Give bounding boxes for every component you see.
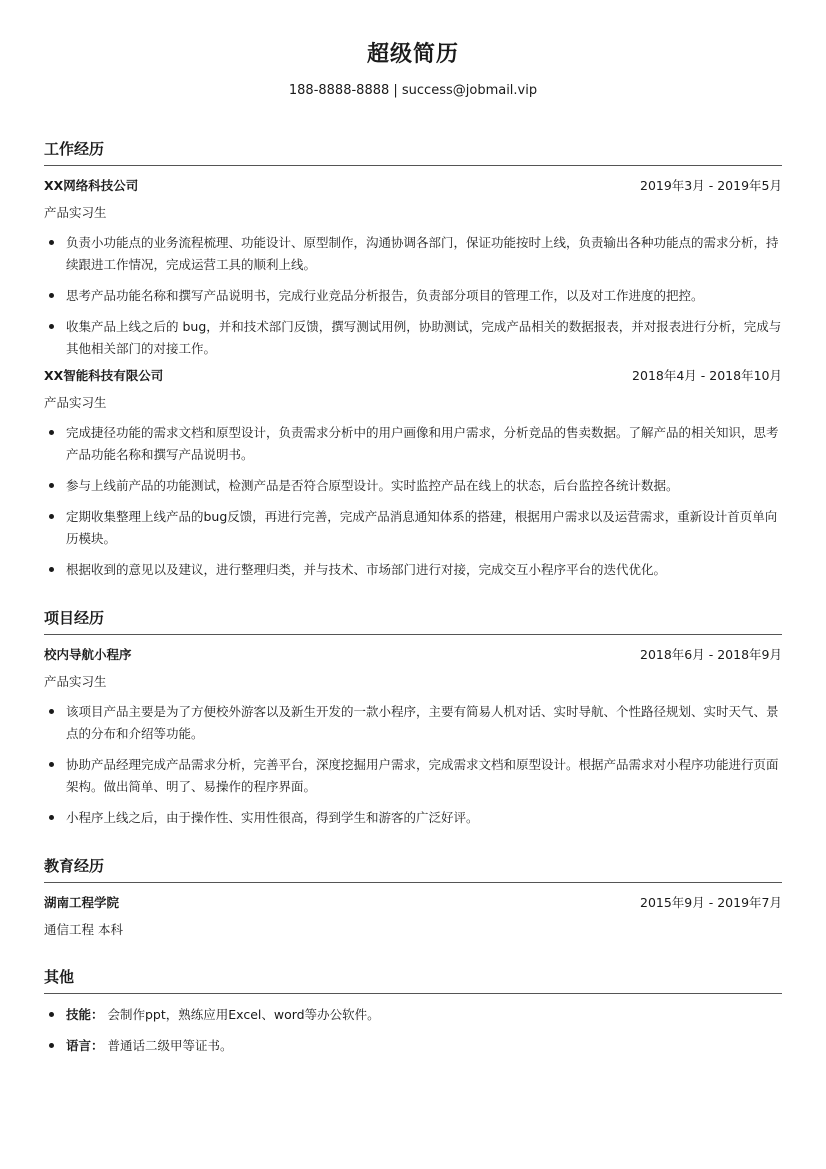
bullet-text: 完成捷径功能的需求文档和原型设计，负责需求分析中的用户画像和用户需求，分析竞品的售卖数据。了解产品的相关知识，思考产品功能名称和撰写产品说明书。: [66, 425, 779, 462]
resume-name: 超级简历: [366, 42, 459, 67]
bullet-list: [44, 1004, 782, 1057]
list-item: [44, 475, 782, 497]
bullet-icon: [49, 762, 54, 767]
language-label: 语言：: [66, 1038, 104, 1053]
bullet-list: [44, 701, 782, 829]
education-date: 2015年9月 - 2019年7月: [640, 895, 782, 910]
bullet-icon: [49, 514, 54, 519]
entry-org: 校内导航小程序: [44, 647, 132, 662]
entry-org: XX智能科技有限公司: [44, 368, 164, 383]
other-section: [44, 966, 782, 1057]
bullet-text: 根据收到的意见以及建议，进行整理归类，并与技术、市场部门进行对接，完成交互小程序平台的迭代优化。: [66, 562, 667, 577]
bullet-icon: [49, 430, 54, 435]
entry-role: 产品实习生: [44, 674, 107, 689]
bullet-icon: [49, 240, 54, 245]
bullet-text: 小程序上线之后，由于操作性、实用性很高，得到学生和游客的广泛好评。: [66, 810, 479, 825]
school-name: 湖南工程学院: [44, 895, 120, 910]
list-item: [44, 232, 782, 276]
entry-org: XX网络科技公司: [44, 178, 139, 193]
list-item: [44, 285, 782, 307]
entry-role: 产品实习生: [44, 205, 107, 220]
bullet-icon: [49, 1043, 54, 1048]
list-item: [44, 1035, 782, 1057]
bullet-icon: [49, 483, 54, 488]
education-section-title: 教育经历: [44, 855, 782, 883]
work-section: [44, 138, 782, 581]
education-major: 通信工程 本科: [44, 922, 123, 937]
bullet-icon: [49, 709, 54, 714]
entry-date: 2018年4月 - 2018年10月: [632, 368, 782, 383]
list-item: [44, 754, 782, 798]
skill-text: 会制作ppt，熟练应用Excel、word等办公软件。: [107, 1007, 380, 1022]
list-item: [44, 559, 782, 581]
work-entry-2: [44, 366, 782, 581]
project-section: [44, 607, 782, 829]
list-item: [44, 1004, 782, 1026]
bullet-list: [44, 232, 782, 360]
entry-role: 产品实习生: [44, 395, 107, 410]
bullet-icon: [49, 567, 54, 572]
project-section-title: 项目经历: [44, 607, 782, 635]
bullet-list: [44, 422, 782, 581]
bullet-text: 负责小功能点的业务流程梳理、功能设计、原型制作，沟通协调各部门，保证功能按时上线，负责输出各种功能点的需求分析，持续跟进工作情况，完成运营工具的顺利上线。: [66, 235, 779, 272]
bullet-text: 收集产品上线之后的 bug，并和技术部门反馈，撰写测试用例，协助测试，完成产品相关的数据报表，并对报表进行分析，完成与其他相关部门的对接工作。: [66, 319, 782, 356]
bullet-icon: [49, 293, 54, 298]
list-item: [44, 807, 782, 829]
bullet-text: 协助产品经理完成产品需求分析，完善平台，深度挖掘用户需求，完成需求文档和原型设计。根据产品需求对小程序功能进行页面架构。做出简单、明了、易操作的程序界面。: [66, 757, 779, 794]
project-entry-1: [44, 645, 782, 829]
bullet-text: 思考产品功能名称和撰写产品说明书，完成行业竞品分析报告，负责部分项目的管理工作，以及对工作进度的把控。: [66, 288, 704, 303]
other-section-title: 其他: [44, 966, 782, 994]
list-item: [44, 701, 782, 745]
list-item: [44, 316, 782, 360]
education-section: [44, 855, 782, 940]
list-item: [44, 506, 782, 550]
skill-label: 技能：: [66, 1007, 104, 1022]
bullet-icon: [49, 815, 54, 820]
bullet-icon: [49, 324, 54, 329]
resume-header: [44, 0, 782, 100]
work-section-title: 工作经历: [44, 138, 782, 166]
work-entry-1: [44, 176, 782, 360]
list-item: [44, 422, 782, 466]
contact-line: 188-8888-8888 | success@jobmail.vip: [288, 83, 538, 98]
bullet-text: 该项目产品主要是为了方便校外游客以及新生开发的一款小程序，主要有简易人机对话、实时导航、个性路径规划、实时天气、景点的分布和介绍等功能。: [66, 704, 779, 741]
bullet-text: 参与上线前产品的功能测试，检测产品是否符合原型设计。实时监控产品在线上的状态，后台监控各统计数据。: [66, 478, 679, 493]
entry-date: 2018年6月 - 2018年9月: [640, 647, 782, 662]
language-text: 普通话二级甲等证书。: [107, 1038, 233, 1053]
entry-date: 2019年3月 - 2019年5月: [640, 178, 782, 193]
bullet-text: 定期收集整理上线产品的bug反馈，再进行完善，完成产品消息通知体系的搭建，根据用户需求以及运营需求，重新设计首页单向历模块。: [66, 509, 778, 546]
bullet-icon: [49, 1012, 54, 1017]
